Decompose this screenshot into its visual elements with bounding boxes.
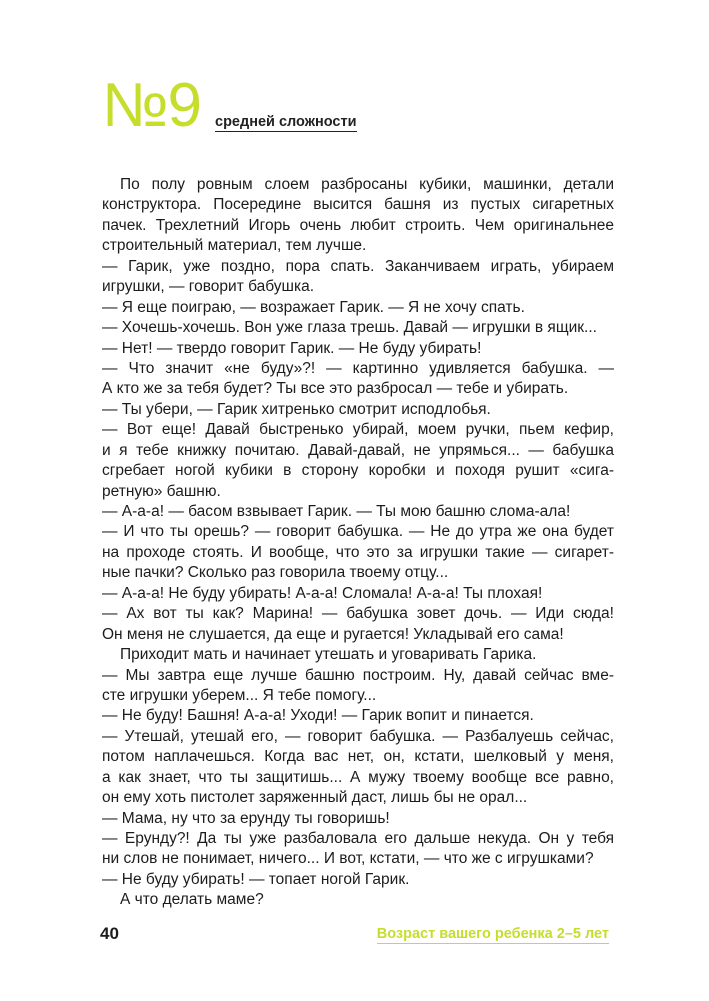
text-line: — Ерунду?! Да ты уже разбаловала его дальше некуда. Он у тебя xyxy=(102,830,614,847)
text-line: — Ты убери, — Гарик хитренько смотрит исподлобья. xyxy=(102,400,491,418)
body-text xyxy=(102,175,614,911)
text-line: — И что ты орешь? — говорит бабушка. — Не до утра же она будет xyxy=(102,523,614,541)
text-line: — Хочешь-хочешь. Вон уже глаза трешь. Давай — игрушки в ящик... xyxy=(102,319,597,337)
text-line: А кто же за тебя будет? Ты все это разбросал — тебе и убирать. xyxy=(102,380,569,398)
text-line: на проходе стоять. И вообще, что это за игрушки такие — сигарет- xyxy=(102,543,614,561)
text-line: А что делать маме? xyxy=(120,891,264,909)
difficulty-label: средней сложности xyxy=(215,114,357,130)
text-line: ретную» башню. xyxy=(102,482,221,500)
text-line: — Утешай, утешай его, — говорит бабушка. — Разбалуешь сейчас, xyxy=(102,727,614,745)
text-line: и я тебе книжку почитаю. Давай-давай, не упрямься... — бабушка xyxy=(102,441,614,459)
text-line: Приходит мать и начинает утешать и уговаривать Гарика. xyxy=(120,646,537,664)
running-footer-title: Возраст вашего ребенка 2–5 лет xyxy=(376,926,609,942)
text-line: строительный материал, тем лучше. xyxy=(102,237,367,255)
text-line: игрушки, — говорит бабушка. xyxy=(102,278,315,296)
text-line: а как знает, что ты защитишь... А мужу твоему вообще все равно, xyxy=(102,768,614,786)
text-line: — А-а-а! Не буду убирать! А-а-а! Сломала! А-а-а! Ты плохая! xyxy=(102,584,543,602)
text-line: — Мы завтра еще лучше башню построим. Ну, давай сейчас вме- xyxy=(102,666,614,684)
text-line: — Мама, ну что за ерунду ты говоришь! xyxy=(102,809,390,827)
text-line: — Не буду убирать! — топает ногой Гарик. xyxy=(102,870,410,888)
text-line: сгребает ногой кубики в сторону коробки и походя рушит «сига- xyxy=(102,462,614,480)
text-line: пачек. Трехлетний Игорь очень любит строить. Чем оригинальнее xyxy=(102,216,614,234)
text-line: Он меня не слушается, да еще и ругается! Укладывай его сама! xyxy=(102,625,564,643)
text-line: — Гарик, уже поздно, пора спать. Заканчиваем играть, убираем xyxy=(102,257,614,275)
text-line: он ему хоть пистолет заряженный даст, лишь бы не орал... xyxy=(102,789,528,807)
text-line: ные пачки? Сколько раз говорила твоему отцу... xyxy=(102,564,449,582)
text-line: конструктора. Посередине высится башня из пустых сигаретных xyxy=(102,196,614,214)
page-number: 40 xyxy=(100,924,119,943)
text-line: — Нет! — твердо говорит Гарик. — Не буду убирать! xyxy=(102,339,482,357)
text-line: — Вот еще! Давай быстренько убирай, моем ручки, пьем кефир, xyxy=(102,421,614,439)
text-line: — Ах вот ты как? Марина! — бабушка зовет дочь. — Иди сюда! xyxy=(102,605,614,623)
text-line: — Что значит «не буду»?! — картинно удивляется бабушка. — xyxy=(102,359,614,377)
text-line: — Я еще поиграю, — возражает Гарик. — Я не хочу спать. xyxy=(102,298,525,316)
text-line: — А-а-а! — басом взвывает Гарик. — Ты мою башню слома-ала! xyxy=(102,503,571,520)
text-line: потом наплачешься. Когда вас нет, он, кстати, шелковый у меня, xyxy=(102,748,614,766)
exercise-heading xyxy=(102,71,357,140)
text-line: По полу ровным слоем разбросаны кубики, машинки, детали xyxy=(120,176,614,193)
exercise-number: №9 xyxy=(102,71,201,140)
text-line: ни слов не понимает, ничего... И вот, кстати, — что же с игрушками? xyxy=(102,850,594,868)
text-line: — Не буду! Башня! А-а-а! Уходи! — Гарик вопит и пинается. xyxy=(102,707,534,725)
text-line: сте игрушки уберем... Я тебе помогу... xyxy=(102,686,377,704)
